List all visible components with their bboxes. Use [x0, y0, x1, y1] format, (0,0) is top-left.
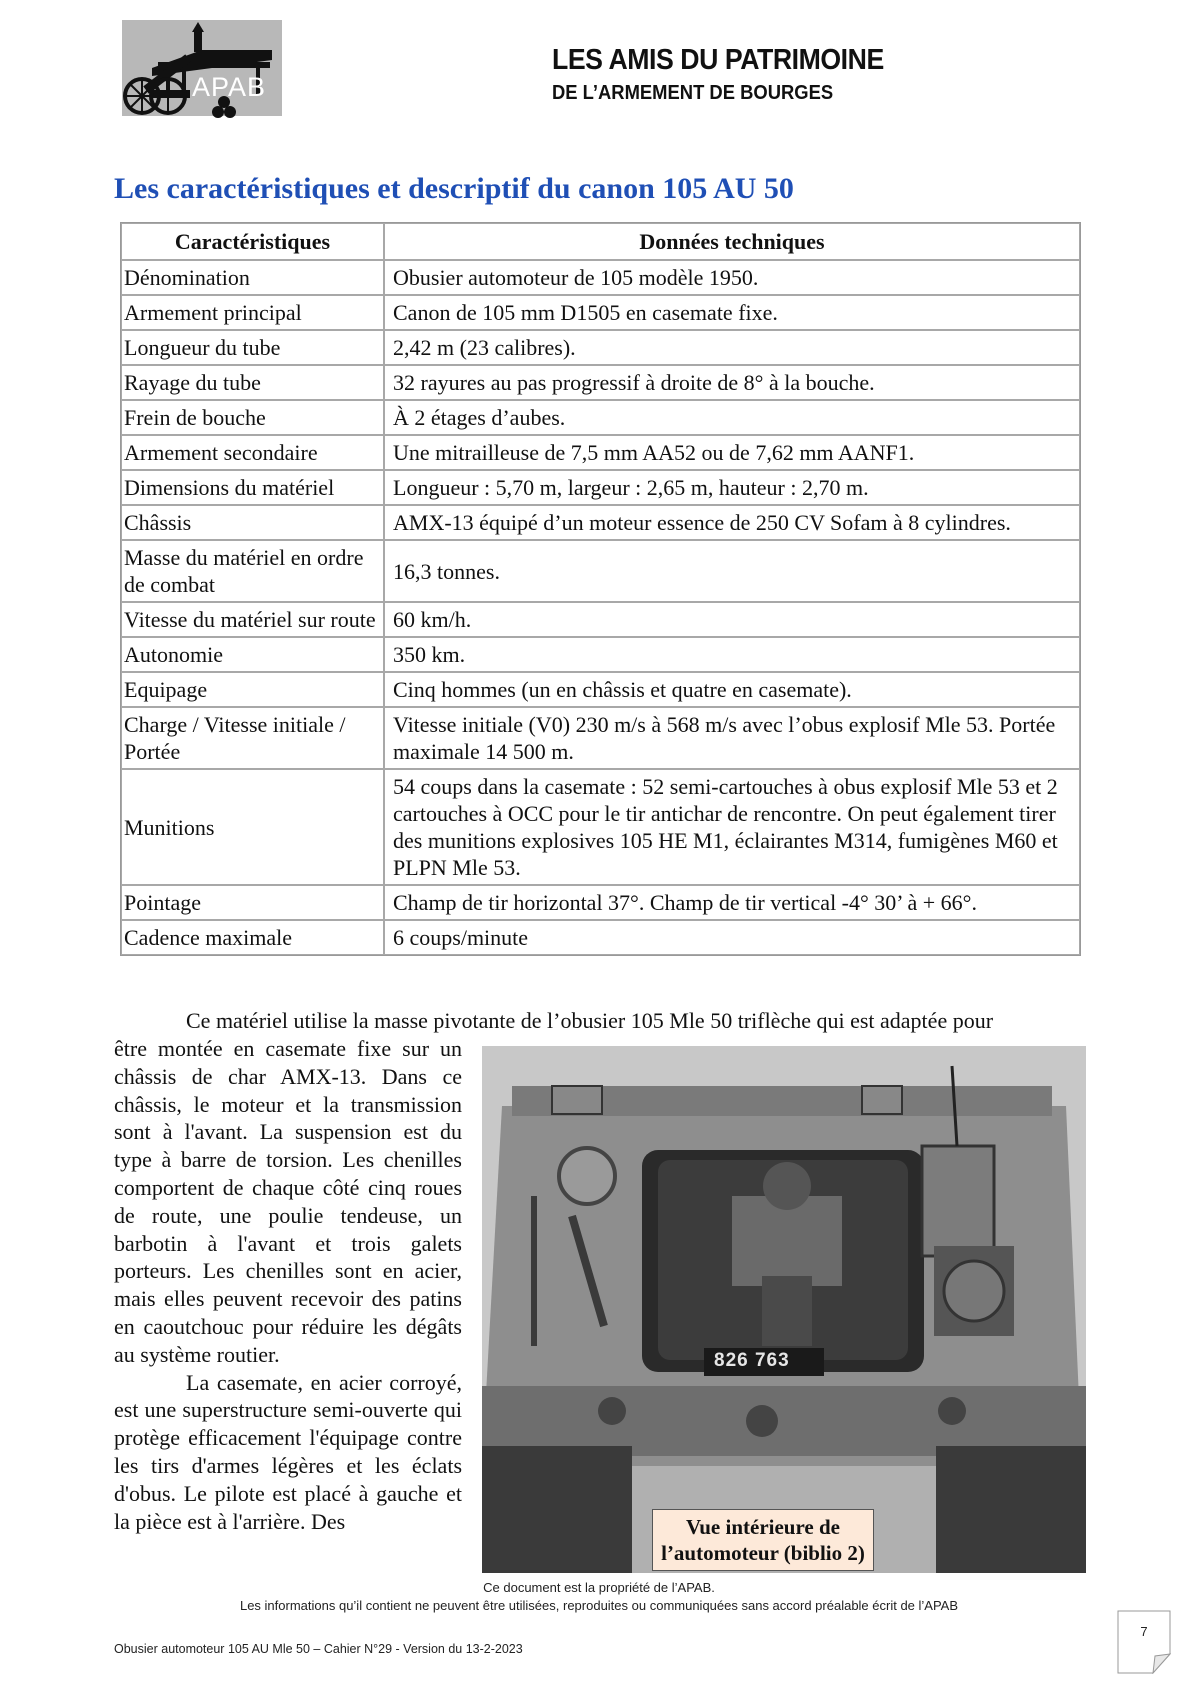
- paragraph-intro: Ce matériel utilise la masse pivotante de l’obusier 105 Mle 50 triflèche qui est adaptée pour: [186, 1008, 994, 1033]
- row-value: Cinq hommes (un en châssis et quatre en casemate).: [384, 672, 1080, 707]
- row-label: Masse du matériel en ordre de combat: [121, 540, 384, 602]
- table-row: [121, 330, 1080, 365]
- body-text-column: [114, 1035, 462, 1535]
- row-label: Dénomination: [121, 260, 384, 295]
- vehicle-interior-photo: [482, 1046, 1086, 1573]
- row-label: Armement secondaire: [121, 435, 384, 470]
- row-label: Pointage: [121, 885, 384, 920]
- paragraph-chassis: être montée en casemate fixe sur un châssis de char AMX-13. Dans ce châssis, le moteur et la transmission sont à l'avant. La suspension est du type à barre de torsion. Les chenilles comportent de chaque côté cinq roues de route, une poulie tendeuse, un barbotin à l'avant et trois galets porteurs. Les chenilles sont en acier, mais elles peuvent recevoir des patins en caoutchouc pour réduire les dégâts au système routier.: [114, 1036, 462, 1367]
- row-value: Une mitrailleuse de 7,5 mm AA52 ou de 7,62 mm AANF1.: [384, 435, 1080, 470]
- specifications-table: [120, 222, 1081, 956]
- table-row: [121, 505, 1080, 540]
- table-row: [121, 707, 1080, 769]
- row-label: Cadence maximale: [121, 920, 384, 955]
- row-label: Equipage: [121, 672, 384, 707]
- page-number: 7: [1140, 1624, 1148, 1639]
- table-header-row: [121, 223, 1080, 260]
- row-label: Vitesse du matériel sur route: [121, 602, 384, 637]
- row-label: Dimensions du matériel: [121, 470, 384, 505]
- row-label: Munitions: [121, 769, 384, 885]
- row-value: 60 km/h.: [384, 602, 1080, 637]
- row-label: Charge / Vitesse initiale / Portée: [121, 707, 384, 769]
- organization-subtitle: DE L’ARMEMENT DE BOURGES: [552, 82, 834, 104]
- row-value: Canon de 105 mm D1505 en casemate fixe.: [384, 295, 1080, 330]
- table-row: [121, 885, 1080, 920]
- table-row: [121, 602, 1080, 637]
- column-header: Données techniques: [384, 223, 1080, 260]
- apab-logo: [122, 20, 292, 128]
- row-value: À 2 étages d’aubes.: [384, 400, 1080, 435]
- row-label: Châssis: [121, 505, 384, 540]
- table-row: [121, 920, 1080, 955]
- table-row: [121, 540, 1080, 602]
- row-value: Vitesse initiale (V0) 230 m/s à 568 m/s avec l’obus explosif Mle 53. Portée maximale 14 500 m.: [384, 707, 1080, 769]
- row-value: 350 km.: [384, 637, 1080, 672]
- row-label: Frein de bouche: [121, 400, 384, 435]
- row-value: Longueur : 5,70 m, largeur : 2,65 m, hauteur : 2,70 m.: [384, 470, 1080, 505]
- paragraph-casemate: La casemate, en acier corroyé, est une superstructure semi-ouverte qui protège efficacement l'équipage contre les tirs d'armes légères et les éclats d'obus. Le pilote est placé à gauche et la pièce est à l'arrière. Des: [114, 1369, 462, 1534]
- table-row: [121, 470, 1080, 505]
- row-label: Longueur du tube: [121, 330, 384, 365]
- row-value: 16,3 tonnes.: [384, 540, 1080, 602]
- footer-ownership-notice: Ce document est la propriété de l’APAB.: [483, 1580, 715, 1595]
- table-row: [121, 260, 1080, 295]
- row-value: Champ de tir horizontal 37°. Champ de tir vertical -4° 30’ à + 66°.: [384, 885, 1080, 920]
- column-header: Caractéristiques: [121, 223, 384, 260]
- row-value: 6 coups/minute: [384, 920, 1080, 955]
- table-row: [121, 435, 1080, 470]
- row-value: 2,42 m (23 calibres).: [384, 330, 1080, 365]
- page-number-box: [1117, 1610, 1171, 1674]
- footer-usage-notice: Les informations qu’il contient ne peuvent être utilisées, reproduites ou communiquées sans accord préalable écrit de l’APAB: [239, 1598, 959, 1613]
- row-label: Armement principal: [121, 295, 384, 330]
- table-row: [121, 769, 1080, 885]
- logo-text: APAB: [192, 72, 267, 102]
- row-value: AMX-13 équipé d’un moteur essence de 250 CV Sofam à 8 cylindres.: [384, 505, 1080, 540]
- photo-caption: Vue intérieure de l’automoteur (biblio 2): [652, 1509, 874, 1571]
- row-value: Obusier automoteur de 105 modèle 1950.: [384, 260, 1080, 295]
- row-value: 54 coups dans la casemate : 52 semi-cartouches à obus explosif Mle 53 et 2 cartouches à OCC pour le tir antichar de rencontre. On peut également tirer des munitions explosives 105 HE M1, éclairantes M314, fumigènes M60 et PLPN Mle 53.: [384, 769, 1080, 885]
- footer-document-reference: Obusier automoteur 105 AU Mle 50 – Cahier N°29 - Version du 13-2-2023: [114, 1642, 523, 1656]
- license-plate: 826 763: [714, 1350, 790, 1371]
- row-value: 32 rayures au pas progressif à droite de 8° à la bouche.: [384, 365, 1080, 400]
- table-row: [121, 295, 1080, 330]
- table-row: [121, 365, 1080, 400]
- table-row: [121, 672, 1080, 707]
- row-label: Autonomie: [121, 637, 384, 672]
- organization-title: LES AMIS DU PATRIMOINE: [552, 44, 884, 76]
- table-row: [121, 400, 1080, 435]
- page-title: Les caractéristiques et descriptif du canon 105 AU 50: [114, 172, 794, 205]
- table-row: [121, 637, 1080, 672]
- row-label: Rayage du tube: [121, 365, 384, 400]
